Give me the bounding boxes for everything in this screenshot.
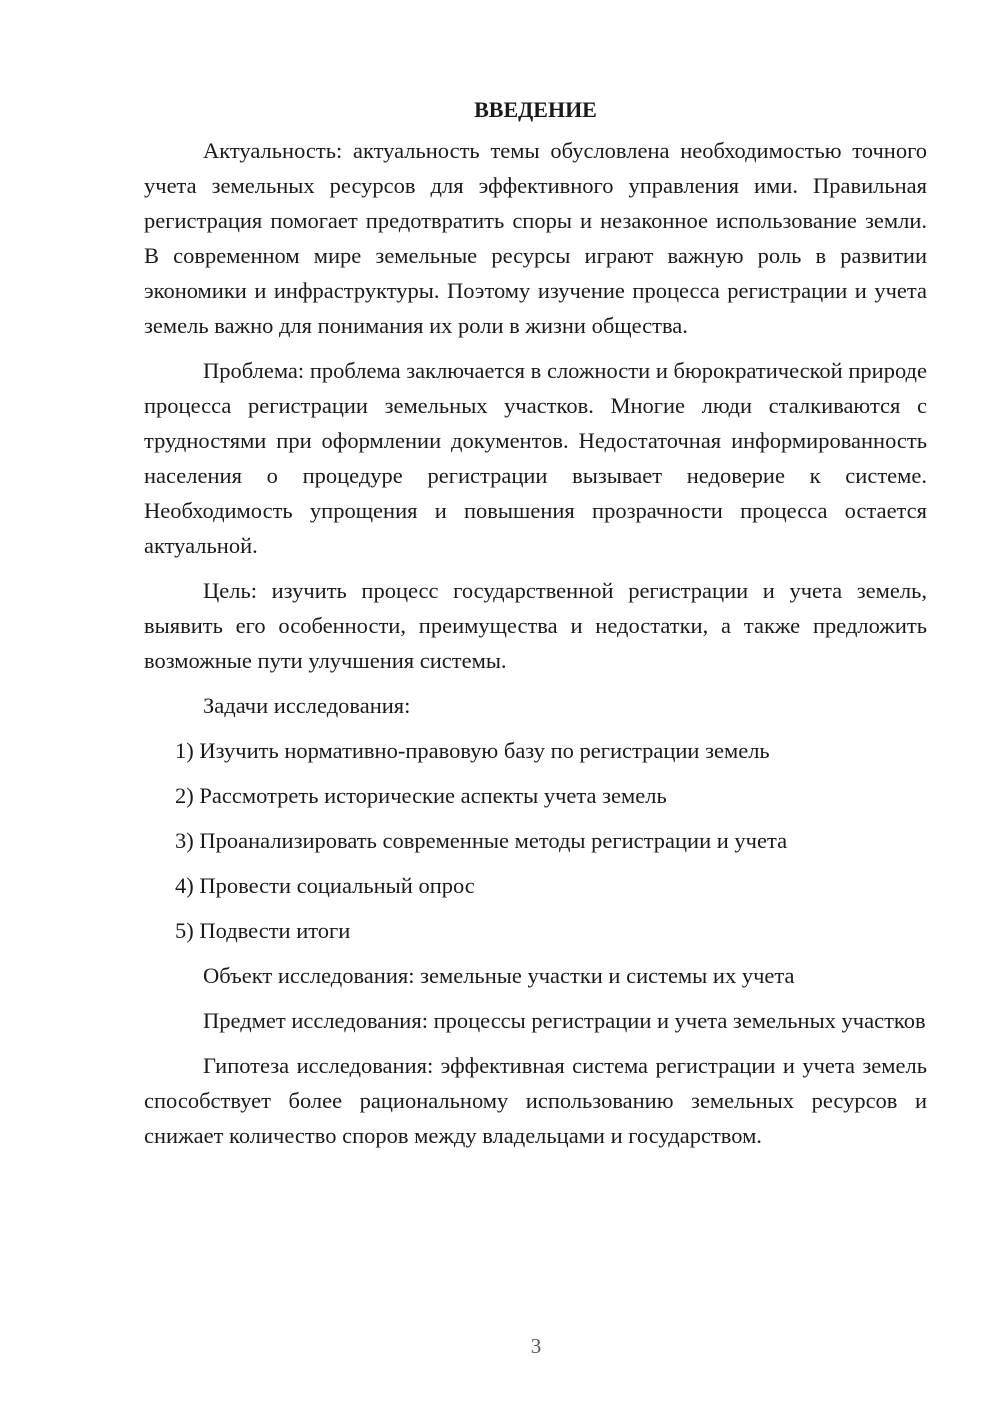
task-item: 5) Подвести итоги xyxy=(175,918,351,943)
task-item: 3) Проанализировать современные методы регистрации и учета xyxy=(175,828,788,853)
relevance-paragraph: Актуальность: актуальность темы обусловлена необходимостью точного учета земельных ресурсов для эффективного управления ими. Правильная регистрация помогает предотвратить споры и незаконное использование земли. В современном мире земельные ресурсы играют важную роль в развитии экономики и инфраструктуры. Поэтому изучение процесса регистрации и учета земель важно для понимания их роли в жизни общества. xyxy=(144,138,927,338)
section-title: ВВЕДЕНИЕ xyxy=(474,97,597,122)
goal-paragraph: Цель: изучить процесс государственной регистрации и учета земель, выявить его особенности, преимущества и недостатки, а также предложить возможные пути улучшения системы. xyxy=(144,578,927,673)
tasks-heading: Задачи исследования: xyxy=(203,693,411,718)
task-item: 4) Провести социальный опрос xyxy=(175,873,475,898)
problem-paragraph: Проблема: проблема заключается в сложности и бюрократической природе процесса регистрации земельных участков. Многие люди сталкиваются с трудностями при оформлении документов. Недостаточная информированность населения о процедуре регистрации вызывает недоверие к системе. Необходимость упрощения и повышения прозрачности процесса остается актуальной. xyxy=(144,358,927,558)
page-content xyxy=(144,92,927,1163)
object-line: Объект исследования: земельные участки и системы их учета xyxy=(203,963,795,988)
task-item: 2) Рассмотреть исторические аспекты учета земель xyxy=(175,783,667,808)
subject-paragraph: Предмет исследования: процессы регистрации и учета земельных участков xyxy=(203,1008,926,1033)
page-number: 3 xyxy=(530,1334,542,1358)
task-item: 1) Изучить нормативно-правовую базу по регистрации земель xyxy=(175,738,770,763)
tasks-list xyxy=(144,733,927,948)
hypothesis-paragraph: Гипотеза исследования: эффективная система регистрации и учета земель способствует более рациональному использованию земельных ресурсов и снижает количество споров между владельцами и государством. xyxy=(144,1053,927,1148)
